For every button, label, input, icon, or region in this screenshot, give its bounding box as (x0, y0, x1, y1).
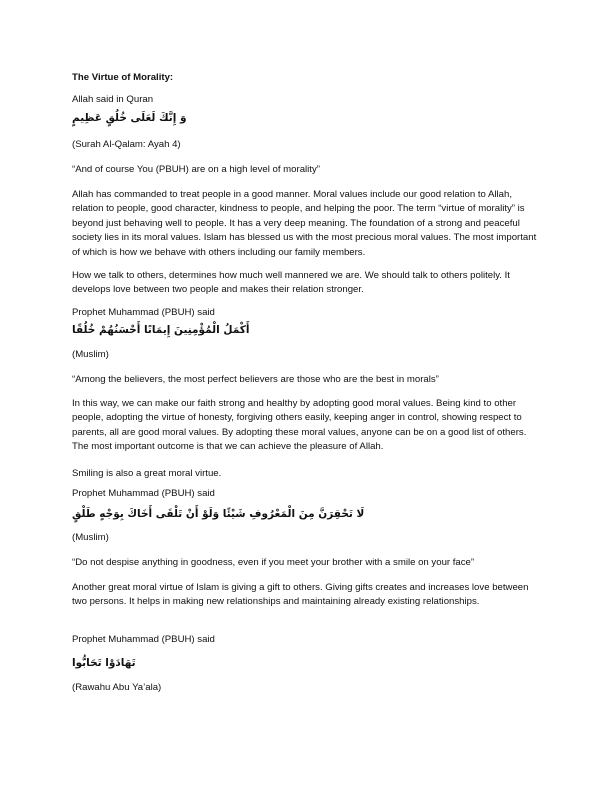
arabic-hadith (72, 323, 250, 337)
paragraph: Another great moral virtue of Islam is giving a gift to others. Giving gifts creates and increases love between two persons. It helps in making new relationships and maintaining already existing relationships. (72, 582, 529, 608)
reference: (Muslim) (72, 532, 109, 543)
arabic-hadith (72, 507, 364, 521)
document-title: The Virtue of Morality: (72, 72, 174, 83)
paragraph: Allah has commanded to treat people in a good manner. Moral values include our good relation to Allah, relation to people, good character, kindness to people, and helping the poor. The term “virtue of morality” is beyond just behaving well to people. It has a very deep meaning. The foundation of a strong and peaceful society lies in its moral values. Islam has blessed us with the most precious moral values. The most important of which is how we behave with others including our family members. (72, 189, 537, 258)
arabic-text: وَ إِنَّكَ لَعَلَى خُلُقٍ عَظِيمٍ (72, 112, 187, 124)
paragraph: How we talk to others, determines how much well mannered we are. We should talk to others politely. It develops love between two people and makes their relation stronger. (72, 270, 510, 296)
arabic-text: تَهَادَوْا تَحَابُّوا (72, 657, 136, 669)
arabic-text: لَا تَحْقِرَنَّ مِنَ الْمَعْرُوفِ شَيْئًا وَلَوْ أَنْ تَلْقَى أَخَاكَ بِوَجْهٍ طَلْقٍ (72, 508, 365, 520)
paragraph: Smiling is also a great moral virtue. (72, 468, 222, 479)
paragraph: In this way, we can make our faith strong and healthy by adopting good moral values. Being kind to other people, adopting the virtue of honesty, forgiving others easily, keeping anger in control, showing respect to parents, all are good moral values. By adopting these moral values, anyone can be on a good list of others. The most important outcome is that we can achieve the pleasure of Allah. (72, 398, 527, 453)
arabic-text: أَكْمَلُ الْمُؤْمِنِينَ إِيمَانًا أَحْسَنُهُمْ خُلُقًا (72, 324, 250, 336)
translation-quote: “And of course You (PBUH) are on a high level of morality” (72, 164, 320, 175)
reference: (Muslim) (72, 349, 109, 360)
intro-text: Prophet Muhammad (PBUH) said (72, 634, 215, 645)
intro-text: Prophet Muhammad (PBUH) said (72, 307, 215, 318)
intro-text: Allah said in Quran (72, 94, 154, 105)
translation-quote: “Do not despise anything in goodness, even if you meet your brother with a smile on your face” (72, 557, 475, 568)
reference: (Rawahu Abu Ya’ala) (72, 682, 162, 693)
reference: (Surah Al-Qalam: Ayah 4) (72, 139, 181, 150)
arabic-hadith (72, 656, 136, 670)
translation-quote: “Among the believers, the most perfect believers are those who are the best in morals” (72, 374, 439, 385)
arabic-verse (72, 111, 187, 125)
intro-text: Prophet Muhammad (PBUH) said (72, 488, 215, 499)
